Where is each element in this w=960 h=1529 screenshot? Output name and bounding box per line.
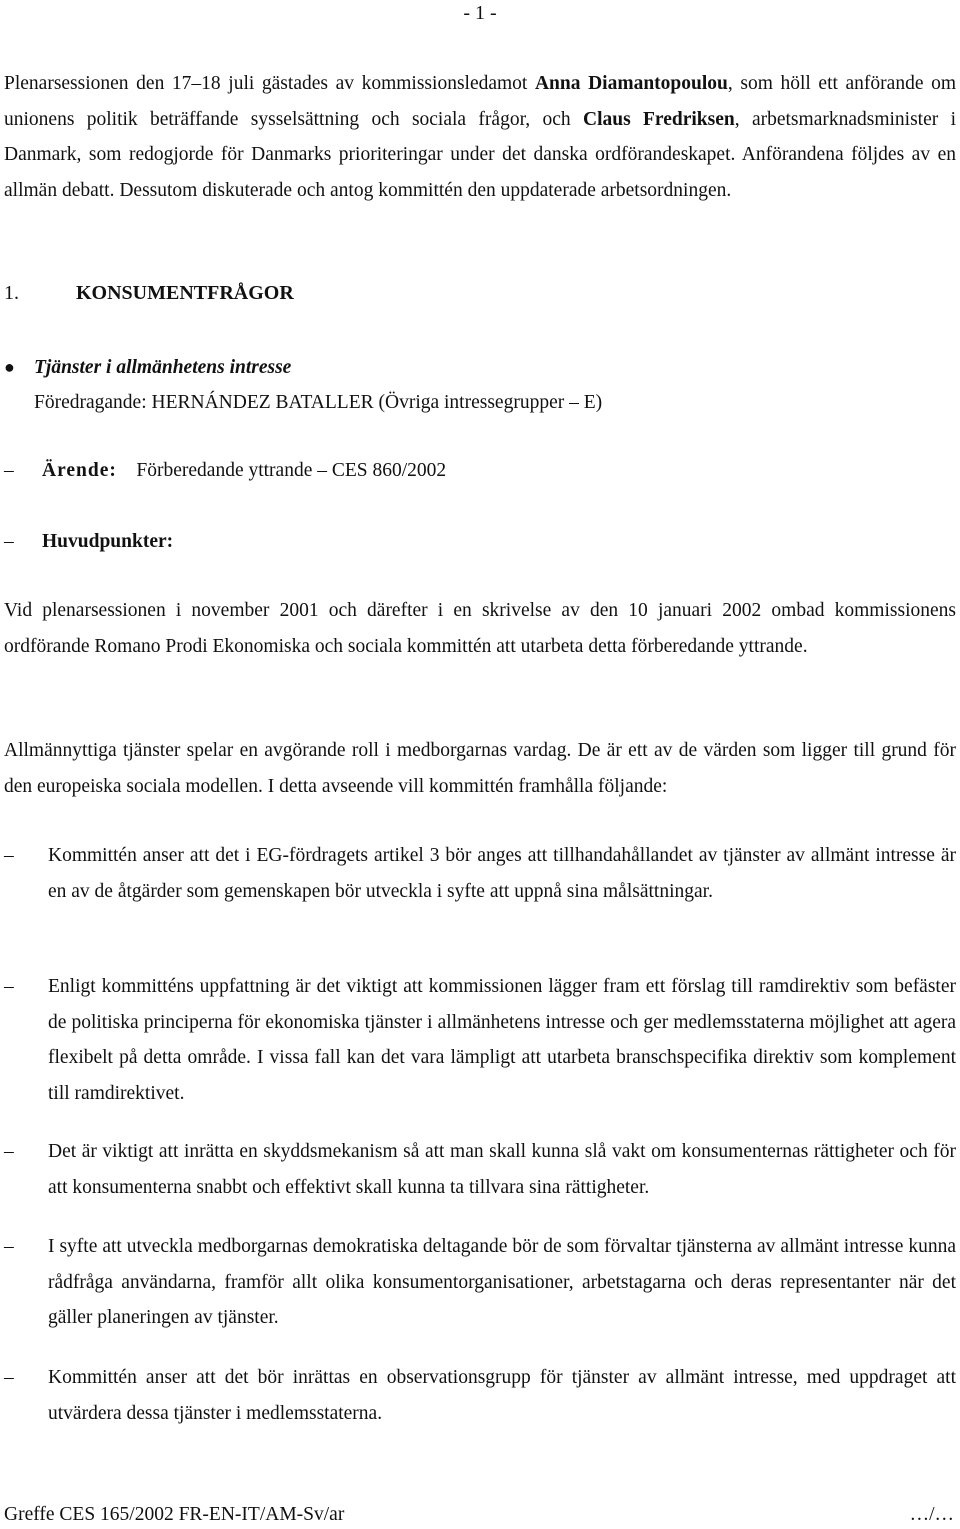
dash-marker: –: [4, 845, 14, 866]
list-item: [4, 838, 956, 909]
intro-text-1: Plenarsessionen den 17–18 juli gästades av kommissionsledamot: [4, 73, 535, 94]
footer-reference: Greffe CES 165/2002 FR-EN-IT/AM-Sv/ar: [4, 1504, 345, 1525]
arende-value: Förberedande yttrande – CES 860/2002: [136, 460, 447, 481]
arende-line: [4, 455, 446, 487]
list-item: [4, 1229, 956, 1336]
intro-paragraph: [4, 66, 956, 208]
list-item: [4, 969, 956, 1111]
list-item: [4, 1134, 956, 1205]
speaker-name-2: Claus Fredriksen: [583, 108, 735, 130]
bullet-icon: ●: [4, 357, 15, 377]
paragraph-request: Vid plenarsessionen i november 2001 och därefter i en skrivelse av den 10 januari 2002 ombad kommissionens ordförande Romano Prodi Ekonomiska och sociala kommittén att utarbeta detta förberedande yttrande.: [4, 600, 956, 657]
subject-title: Tjänster i allmänhetens intresse: [34, 357, 292, 378]
intro-text-2: , som höll ett anförande om unionens politik beträffande sysselsättning och sociala frågor, och: [4, 73, 956, 130]
section-title: KONSUMENTFRÅGOR: [76, 282, 294, 304]
dash-marker: –: [4, 460, 14, 481]
list-item-text: Kommittén anser att det i EG-fördragets artikel 3 bör anges att tillhandahållandet av tjänster av allmänt intresse är en av de åtgärder som gemenskapen bör utveckla i syfte att uppnå sina målsättningar.: [48, 845, 956, 902]
arende-label: Ärende:: [42, 460, 117, 481]
speaker-name-1: Anna Diamantopoulou: [534, 73, 728, 94]
footer-continuation: …/…: [909, 1504, 954, 1525]
section-heading: [4, 277, 294, 309]
page-number: - 1 -: [463, 2, 497, 24]
paragraph-services: Allmännyttiga tjänster spelar en avgörande roll i medborgarnas vardag. De är ett av de värden som ligger till grund för den europeiska sociala modellen. I detta avseende vill kommittén framhålla följande:: [4, 740, 956, 797]
list-item-text: Kommittén anser att det bör inrättas en observationsgrupp för tjänster av allmänt intresse, med uppdraget att utvärdera dessa tjänster i medlemsstaterna.: [48, 1367, 956, 1424]
dash-marker: –: [4, 531, 14, 552]
list-item-text: I syfte att utveckla medborgarnas demokratiska deltagande bör de som förvaltar tjänsterna av allmänt intresse kunna rådfråga användarna, framför allt olika konsumentorganisationer, arbetstagarna och deras representanter när det gäller planeringen av tjänster.: [48, 1236, 956, 1328]
list-item-text: Enligt kommitténs uppfattning är det viktigt att kommissionen lägger fram ett förslag till ramdirektiv som befäster de politiska principerna för ekonomiska tjänster i allmänhetens intresse och ger medlemsstaterna möjlighet att agera flexibelt på detta område. I vissa fall kan det vara lämpligt att utarbeta branschspecifika direktiv som komplement till ramdirektivet.: [48, 976, 956, 1104]
dash-marker: –: [4, 976, 14, 997]
rapporteur-line: Föredragande: HERNÁNDEZ BATALLER (Övriga intressegrupper – E): [34, 392, 603, 413]
huvudpunkter-label: Huvudpunkter:: [42, 531, 174, 552]
section-number: 1.: [4, 282, 19, 304]
huvudpunkter-line: [4, 526, 173, 558]
list-item: [4, 1360, 956, 1431]
list-item-text: Det är viktigt att inrätta en skyddsmekanism så att man skall kunna slå vakt om konsumenternas rättigheter och för att konsumenterna snabbt och effektivt skall kunna ta tillvara sina rättigheter.: [48, 1141, 956, 1198]
dash-marker: –: [4, 1141, 14, 1162]
subject-block: [4, 350, 956, 420]
dash-marker: –: [4, 1367, 14, 1388]
dash-marker: –: [4, 1236, 14, 1257]
intro-text-3: , arbetsmarknadsminister i Danmark, som redogjorde för Danmarks prioriteringar under det danska ordförandeskapet. Anförandena följdes av en allmän debatt. Dessutom diskuterade och antog kommittén den uppdaterade arbetsordningen.: [4, 108, 957, 201]
